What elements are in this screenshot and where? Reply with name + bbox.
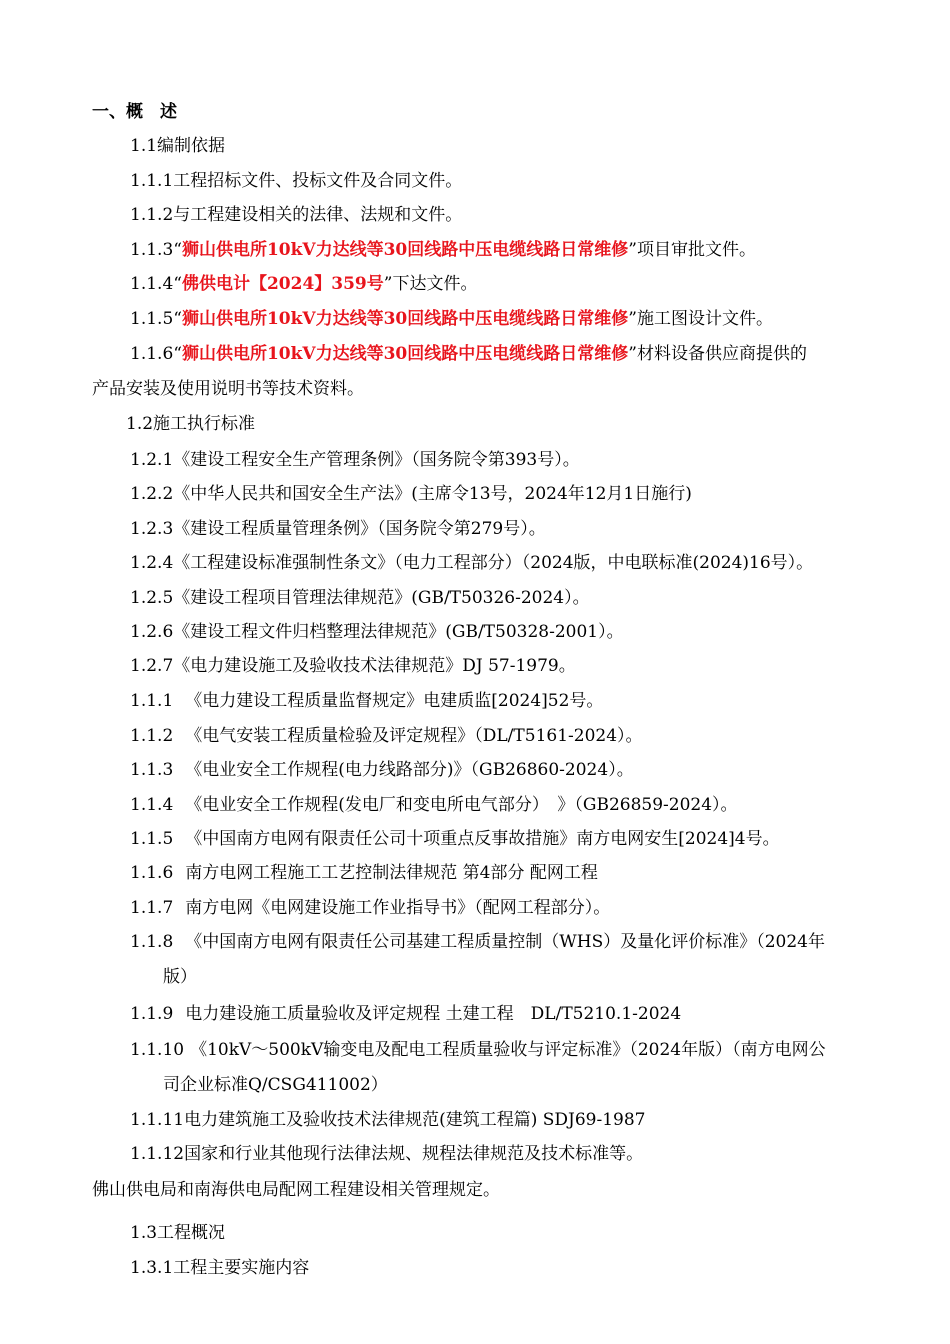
item-number: 1.1.10: [130, 1040, 185, 1060]
standard-item: 1.2.3《建设工程质量管理条例》（国务院令第279号）。: [130, 519, 546, 539]
item-text: 南方电网《电网建设施工作业指导书》（配网工程部分）。: [185, 898, 611, 918]
item-text: 《中国南方电网有限责任公司十项重点反事故措施》南方电网安生[2024]4号。: [185, 829, 780, 849]
local-rule-text: 佛山供电局和南海供电局配网工程建设相关管理规定。: [92, 1180, 500, 1200]
item-text: 《电气安装工程质量检验及评定规程》（DL/T5161-2024）。: [185, 726, 643, 746]
standard-item: 1.2.5《建设工程项目管理法律规范》(GB/T50326-2024）。: [130, 588, 590, 608]
item-text: 国家和行业其他现行法律法规、规程法律规范及技术标准等。: [184, 1144, 644, 1164]
list-item: 1.1.2与工程建设相关的法律、法规和文件。: [130, 205, 463, 225]
item-text: 《电业安全工作规程(电力线路部分)》（GB26860-2024）。: [185, 760, 634, 780]
rule-item: [130, 828, 780, 850]
highlighted-project-name: 狮山供电所10kV力达线等30回线路中压电缆线路日常维修: [181, 240, 629, 260]
item-number: 1.1.3: [130, 760, 174, 780]
standard-item: 1.2.4《工程建设标准强制性条文》（电力工程部分）（2024版，中电联标准(2024)16号）。: [130, 553, 814, 573]
item-number: 1.1.6: [130, 863, 174, 883]
item-number: 1.1.12: [130, 1144, 185, 1164]
rule-item: [130, 862, 598, 884]
item-text: 《电力建设工程质量监督规定》电建质监[2024]52号。: [185, 691, 604, 711]
rule-item: [130, 1039, 826, 1061]
rule-item: [130, 725, 643, 747]
item-number: 1.1.5: [130, 829, 174, 849]
subsection-title: 1.3工程概况: [130, 1223, 226, 1243]
item-number: 1.1.9: [130, 1004, 174, 1024]
item-number: 1.1.1: [130, 691, 174, 711]
item-text: 电力建筑施工及验收技术法律规范(建筑工程篇) SDJ69-1987: [184, 1110, 646, 1130]
rule-item: [130, 931, 825, 953]
rule-item-continuation: 司企业标准Q/CSG411002）: [163, 1075, 388, 1095]
rule-item: [130, 794, 738, 816]
list-item: [130, 343, 807, 365]
rule-item: [130, 1143, 643, 1165]
list-item: [130, 239, 756, 261]
standard-item: 1.2.1《建设工程安全生产管理条例》（国务院令第393号）。: [130, 450, 580, 470]
item-number: 1.1.11: [130, 1110, 185, 1130]
standard-item: 1.2.7《电力建设施工及验收技术法律规范》DJ 57-1979。: [130, 656, 576, 676]
item-text: ”材料设备供应商提供的: [628, 344, 807, 364]
standard-item: 1.2.6《建设工程文件归档整理法律规范》(GB/T50328-2001）。: [130, 622, 624, 642]
item-text: ”下达文件。: [383, 274, 478, 294]
subsection-title: 1.2施工执行标准: [126, 414, 256, 434]
list-item: [130, 308, 773, 330]
list-item: 1.1.1工程招标文件、投标文件及合同文件。: [130, 171, 463, 191]
standard-item: 1.2.2《中华人民共和国安全生产法》(主席令13号，2024年12月1日施行): [130, 484, 692, 504]
rule-item: [130, 897, 610, 919]
item-number: 1.1.3“: [130, 240, 182, 260]
item-number: 1.1.7: [130, 898, 174, 918]
item-text: ”项目审批文件。: [628, 240, 756, 260]
item-number: 1.1.5“: [130, 309, 182, 329]
item-text: 南方电网工程施工工艺控制法律规范 第4部分 配网工程: [185, 863, 598, 883]
subsection-title: 1.1编制依据: [130, 136, 226, 156]
highlighted-project-name: 狮山供电所10kV力达线等30回线路中压电缆线路日常维修: [181, 344, 629, 364]
section-heading: 一、概 述: [92, 102, 177, 122]
item-text: 电力建设施工质量验收及评定规程 土建工程 DL/T5210.1-2024: [185, 1004, 682, 1024]
subsection-title: 1.3.1工程主要实施内容: [130, 1258, 310, 1278]
item-number: 1.1.2: [130, 726, 174, 746]
rule-item: [130, 1109, 645, 1131]
item-text: ”施工图设计文件。: [628, 309, 773, 329]
item-text: 《电业安全工作规程(发电厂和变电所电气部分） 》（GB26859-2024）。: [185, 795, 738, 815]
highlighted-document-number: 佛供电计【2024】359号: [181, 274, 384, 294]
list-item-continuation: 产品安装及使用说明书等技术资料。: [92, 379, 364, 399]
item-number: 1.1.8: [130, 932, 174, 952]
list-item: [130, 273, 477, 295]
item-number: 1.1.4“: [130, 274, 182, 294]
item-number: 1.1.4: [130, 795, 174, 815]
item-number: 1.1.6“: [130, 344, 182, 364]
item-text: 《中国南方电网有限责任公司基建工程质量控制（WHS）及量化评价标准》（2024年: [185, 932, 825, 952]
highlighted-project-name: 狮山供电所10kV力达线等30回线路中压电缆线路日常维修: [181, 309, 629, 329]
item-text: 《10kV～500kV输变电及配电工程质量验收与评定标准》（2024年版）（南方电网公: [190, 1040, 826, 1060]
rule-item: [130, 759, 634, 781]
rule-item: [130, 690, 603, 712]
rule-item: [130, 1003, 681, 1025]
rule-item-continuation: 版）: [163, 967, 197, 987]
